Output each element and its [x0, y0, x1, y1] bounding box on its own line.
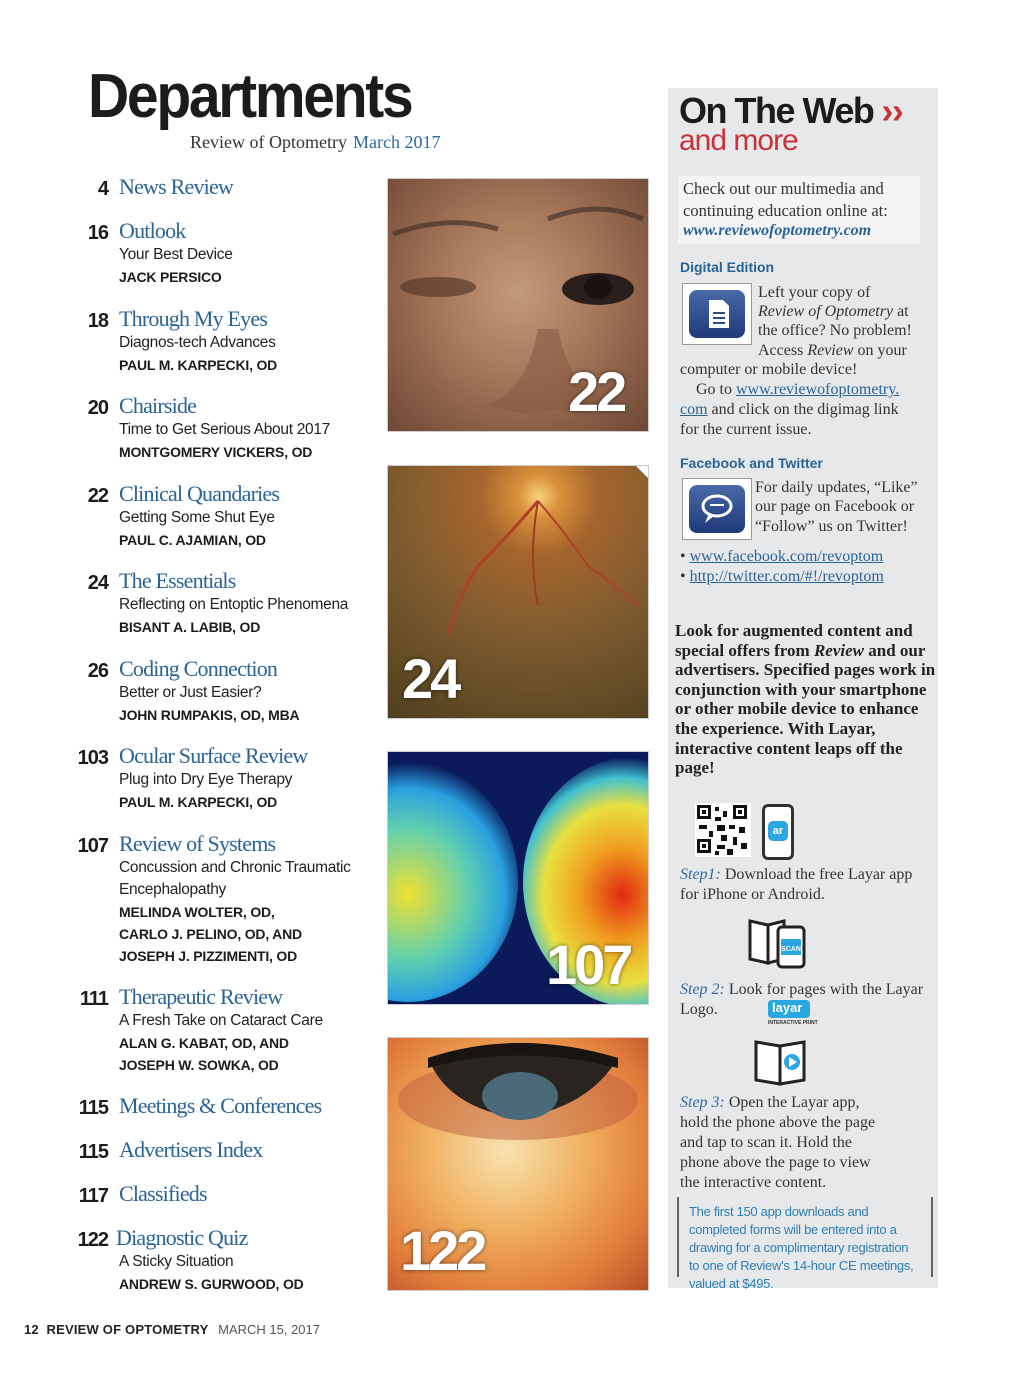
toc-subtitle: Plug into Dry Eye Therapy — [119, 771, 293, 788]
sidebar-title-text: On The Web — [679, 90, 874, 131]
photo-eyelid[interactable] — [387, 178, 649, 432]
step-2-text: Look for pages with the Layar Logo. — [680, 981, 924, 1018]
toc-title[interactable]: Coding Connection — [119, 656, 278, 681]
phone-icon: ar — [762, 804, 794, 860]
toc-subtitle: Time to Get Serious About 2017 — [119, 421, 330, 438]
toc-author: PAUL C. AJAMIAN, OD — [119, 532, 266, 548]
social-heading: Facebook and Twitter — [680, 455, 823, 471]
video-page-icon — [754, 1038, 810, 1088]
toc-subtitle: Diagnos-tech Advances — [119, 334, 276, 351]
toc-title[interactable]: The Essentials — [119, 568, 236, 593]
photo-page-number: 122 — [400, 1219, 485, 1282]
twitter-link-item: • http://twitter.com/#!/revoptom — [680, 568, 884, 585]
footer-page-number: 12 — [24, 1322, 39, 1337]
review-italic: Review — [813, 640, 864, 660]
toc-author: JACK PERSICO — [119, 269, 222, 285]
online-callout-text: Check out our multimedia and continuing education online at: — [683, 179, 888, 220]
toc-page-number: 122 — [77, 1229, 108, 1251]
toc-subtitle: Getting Some Shut Eye — [119, 509, 275, 526]
toc-page-number: 22 — [87, 485, 108, 507]
photo-page-number: 107 — [546, 933, 631, 996]
scan-pages-icon — [748, 917, 808, 969]
toc-page-number: 4 — [97, 178, 108, 200]
photo-page-number: 24 — [402, 647, 459, 710]
toc-title[interactable]: Outlook — [119, 218, 186, 243]
toc-subtitle: Concussion and Chronic Traumatic — [119, 859, 351, 876]
digital-line-8: for the current issue. — [680, 421, 812, 438]
step-1-text: Download the free Layar app for iPhone or Android. — [680, 866, 913, 903]
toc-subtitle: Reflecting on Entoptic Phenomena — [119, 596, 349, 613]
document-glyph — [683, 284, 751, 344]
qr-code-icon — [695, 803, 755, 859]
digital-line-2 — [758, 302, 909, 322]
digimag-link-part1[interactable]: www.reviewofoptometry. — [736, 381, 900, 398]
toc-page-number: 111 — [79, 988, 108, 1010]
digital-line-5: computer or mobile device! — [680, 361, 858, 378]
page-title: Departments — [88, 62, 412, 131]
step-2-label: Step 2: — [680, 981, 725, 998]
toc-subtitle: Better or Just Easier? — [119, 684, 262, 701]
digital-edition-heading: Digital Edition — [680, 259, 775, 275]
magazine-name: Review of Optometry — [190, 132, 347, 152]
toc-author: BISANT A. LABIB, OD — [119, 619, 261, 635]
toc-author: PAUL M. KARPECKI, OD — [119, 794, 278, 810]
toc-author: ANDREW S. GURWOOD, OD — [119, 1276, 304, 1292]
toc-author: MONTGOMERY VICKERS, OD — [119, 444, 313, 460]
toc-page-number: 107 — [77, 835, 108, 857]
scan-label: SCAN — [781, 946, 801, 953]
photo-fundus[interactable] — [387, 465, 649, 719]
page-footer — [24, 1322, 320, 1337]
toc-subtitle: Encephalopathy — [119, 881, 226, 898]
toc-title[interactable]: Diagnostic Quiz — [116, 1225, 248, 1250]
step-3-text: Open the Layar app, hold the phone above the page and tap to scan it. Hold the phone above the page to view the interactive content. — [680, 1094, 876, 1191]
toc-page-number: 115 — [78, 1141, 108, 1163]
toc-author: PAUL M. KARPECKI, OD — [119, 357, 278, 373]
page-subtitle — [190, 132, 440, 153]
social-line-3: “Follow” us on Twitter! — [755, 518, 908, 535]
digimag-instructions: and click on the digimag link — [707, 401, 899, 418]
toc-subtitle: A Sticky Situation — [119, 1253, 234, 1270]
social-line-2: our page on Facebook or — [755, 498, 915, 515]
chat-bubble-icon — [682, 478, 752, 540]
sidebar-subtitle: and more — [679, 124, 798, 157]
twitter-link[interactable]: http://twitter.com/#!/revoptom — [689, 568, 884, 585]
toc-page-number: 117 — [78, 1185, 108, 1207]
issue-date: March 2017 — [352, 132, 441, 152]
photo-brain-scan[interactable] — [387, 751, 649, 1005]
digital-line-6 — [696, 380, 899, 400]
digital-line-3: the office? No problem! — [758, 322, 912, 339]
toc-title[interactable]: Advertisers Index — [119, 1137, 263, 1162]
digital-line-1: Left your copy of — [758, 284, 871, 301]
toc-title[interactable]: Therapeutic Review — [119, 984, 283, 1009]
toc-title[interactable]: Meetings & Conferences — [119, 1093, 322, 1118]
toc-page-number: 103 — [77, 747, 108, 769]
toc-subtitle: A Fresh Take on Cataract Care — [119, 1012, 323, 1029]
digital-line-4a: Access — [758, 342, 808, 359]
promo-text: The first 150 app downloads and completed forms will be entered into a drawing for a complimentary registration to one of Review’s 14-hour CE meetings, valued at $495. — [689, 1204, 914, 1291]
toc-author: JOSEPH J. PIZZIMENTI, OD — [119, 948, 298, 964]
toc-page-number: 20 — [87, 397, 108, 419]
toc-page-number: 26 — [87, 660, 108, 682]
social-line-1: For daily updates, “Like” — [755, 479, 918, 496]
toc-page-number: 24 — [87, 572, 108, 594]
website-link[interactable]: www.reviewofoptometry.com — [683, 222, 872, 239]
toc-title[interactable]: Ocular Surface Review — [119, 743, 308, 768]
layar-tagline: INTERACTIVE PRINT — [768, 1020, 818, 1026]
augmented-content-text: Look for augmented content and special offers from Review and our advertisers. Specified pages work in conjunction with your smartphone or other mobile device to enhance the experience. With Layar, interactive content leaps off the page! — [675, 621, 936, 778]
step-3 — [680, 1093, 890, 1193]
toc-title[interactable]: News Review — [119, 174, 234, 199]
toc-title[interactable]: Clinical Quandaries — [119, 481, 280, 506]
toc-author: JOSEPH W. SOWKA, OD — [119, 1057, 279, 1073]
layar-logo-text: layar — [772, 1000, 803, 1015]
digimag-link-part2[interactable]: com — [680, 401, 708, 418]
chevron-right-icon: ›› — [881, 90, 903, 131]
facebook-link[interactable]: www.facebook.com/revoptom — [689, 548, 884, 565]
toc-page-number: 18 — [87, 310, 108, 332]
footer-magazine: REVIEW OF OPTOMETRY — [46, 1322, 209, 1337]
magazine-name-italic: Review of Optometry — [758, 303, 894, 320]
toc-author: ALAN G. KABAT, OD, AND — [119, 1035, 289, 1051]
footer-date: MARCH 15, 2017 — [218, 1322, 320, 1337]
chat-bubble-glyph — [683, 479, 751, 539]
toc-page-number: 16 — [87, 222, 108, 244]
toc-author: CARLO J. PELINO, OD, AND — [119, 926, 302, 942]
facebook-link-item: • www.facebook.com/revoptom — [680, 548, 884, 565]
go-to-text: Go to — [696, 381, 736, 398]
photo-eye-lid[interactable] — [387, 1037, 649, 1291]
toc-author: MELINDA WOLTER, OD, — [119, 904, 275, 920]
step-1-label: Step1: — [680, 866, 721, 883]
digital-line-2-rest: at — [893, 303, 909, 320]
digital-line-4 — [758, 341, 907, 361]
toc-title[interactable]: Chairside — [119, 393, 197, 418]
toc-subtitle: Your Best Device — [119, 246, 233, 263]
document-icon — [682, 283, 752, 345]
step-1 — [680, 865, 930, 905]
digital-line-4b: on your — [853, 342, 907, 359]
photo-page-number: 22 — [568, 360, 625, 423]
toc-title[interactable]: Review of Systems — [119, 831, 276, 856]
review-italic: Review — [807, 342, 854, 359]
toc-title[interactable]: Classifieds — [119, 1181, 207, 1206]
toc-title[interactable]: Through My Eyes — [119, 306, 268, 331]
digital-line-7 — [680, 400, 899, 420]
toc-page-number: 115 — [78, 1097, 108, 1119]
step-3-label: Step 3: — [680, 1094, 725, 1111]
toc-author: JOHN RUMPAKIS, OD, MBA — [119, 707, 300, 723]
layar-logo — [768, 1000, 810, 1018]
